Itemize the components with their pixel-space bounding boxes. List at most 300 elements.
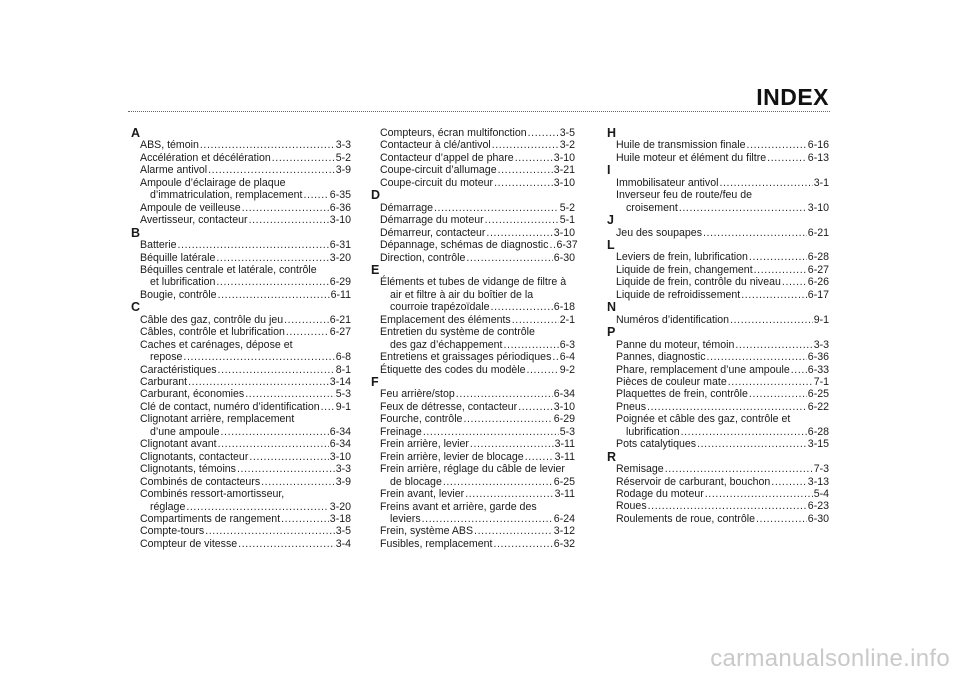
dot-leader (679, 202, 807, 214)
entry-term: Immobilisateur antivol (616, 176, 719, 189)
entry-term: réglage (150, 500, 186, 513)
dot-leader (237, 463, 335, 475)
entry-term: Freinage (380, 425, 422, 438)
entry-page-number: 3-18 (329, 513, 351, 525)
entry-page-number: 6-18 (553, 301, 575, 314)
entry-page-number: 3-9 (335, 475, 351, 488)
index-entry (371, 139, 575, 151)
index-entry (607, 314, 829, 326)
index-entry (371, 177, 575, 189)
index-entry (371, 426, 575, 438)
entry-page-number: 6-30 (807, 512, 829, 525)
dot-leader (456, 388, 553, 400)
index-entry (371, 413, 575, 425)
index-entry-line: Éléments et tubes de vidange de filtre à (380, 276, 567, 289)
entry-page-number: 6-21 (329, 313, 351, 326)
index-entry (607, 463, 829, 475)
dot-leader (242, 202, 329, 214)
entry-page-number: 6-13 (807, 151, 829, 164)
entry-term: Jeu des soupapes (616, 226, 702, 239)
dot-leader (216, 276, 328, 288)
entry-page-number: 5-2 (335, 151, 351, 164)
entry-page-number: 2-1 (559, 313, 575, 326)
section-letter: H (607, 126, 617, 140)
index-entry (131, 463, 351, 475)
section-letter: C (131, 300, 141, 315)
dot-leader (791, 364, 807, 376)
dot-leader (465, 488, 553, 500)
index-column-2 (371, 127, 578, 550)
entry-term: ABS, témoin (140, 139, 199, 152)
entry-page-number: 3-21 (553, 164, 575, 177)
entry-page-number: 8-1 (335, 363, 351, 376)
dot-leader (284, 314, 329, 326)
index-entry (607, 351, 829, 363)
entry-term: Frein arrière, levier de blocage (380, 450, 524, 463)
dot-leader (178, 239, 329, 251)
entry-page-number: 6-17 (807, 288, 829, 301)
entry-term: Coupe-circuit du moteur (380, 176, 494, 189)
section-letter: N (607, 300, 617, 315)
entry-term: Compteurs, écran multifonction (380, 127, 527, 139)
index-entry (131, 351, 351, 363)
index-entry (607, 388, 829, 400)
entry-page-number: 6-28 (807, 251, 829, 264)
index-entry (371, 314, 575, 326)
index-column-1 (131, 127, 351, 550)
entry-term: Compteur de vitesse (140, 537, 238, 550)
index-entry (371, 476, 575, 488)
entry-term: Frein avant, levier (380, 488, 465, 501)
entry-page-number: 6-30 (553, 251, 575, 264)
dot-leader (286, 326, 329, 338)
entry-term: Caractéristiques (140, 363, 217, 376)
dot-leader (186, 501, 328, 513)
dot-leader (200, 139, 335, 151)
index-entry (371, 351, 575, 363)
entry-page-number: 6-22 (807, 400, 829, 413)
dot-leader (466, 252, 552, 264)
entry-page-number: 7-1 (813, 375, 829, 388)
entry-page-number: 6-34 (329, 438, 351, 451)
entry-term: Phare, remplacement d’une ampoule (616, 363, 790, 376)
entry-term: Frein arrière, levier (380, 438, 469, 451)
entry-page-number: 3-10 (553, 226, 575, 239)
index-entry-line: Ampoule d’éclairage de plaque (140, 176, 286, 189)
entry-term: Béquille latérale (140, 251, 216, 264)
dot-leader (492, 139, 559, 151)
dot-leader (782, 276, 807, 288)
entry-term: d’immatriculation, remplacement (150, 189, 303, 202)
index-entry (131, 451, 351, 463)
entry-page-number: 6-28 (807, 425, 829, 438)
dot-leader (463, 413, 552, 425)
entry-page-number: 6-29 (553, 413, 575, 426)
page-title: INDEX (756, 84, 829, 110)
entry-page-number: 6-29 (329, 276, 351, 289)
index-entry (371, 239, 578, 252)
entry-page-number: 3-10 (553, 151, 575, 164)
dot-leader (245, 388, 334, 400)
dot-leader (705, 488, 813, 500)
index-entry (371, 364, 575, 376)
section-letter: I (607, 163, 611, 178)
entry-page-number: 3-2 (559, 139, 575, 152)
index-entry (131, 476, 351, 488)
dot-leader (238, 538, 335, 550)
dot-leader (528, 127, 559, 139)
dot-leader (422, 513, 553, 525)
index-entry-line: Caches et carénages, dépose et (140, 338, 293, 351)
entry-term: Dépannage, schémas de diagnostic (380, 239, 549, 252)
index-column-3 (607, 127, 829, 525)
entry-term: Clé de contact, numéro d’identification (140, 400, 320, 413)
index-entry (607, 364, 829, 376)
index-entry (131, 314, 351, 326)
entry-page-number: 6-16 (807, 139, 829, 152)
index-entry (371, 227, 575, 239)
entry-term: Emplacement des éléments (380, 313, 511, 326)
dot-leader (493, 538, 552, 550)
entry-page-number: 3-5 (559, 127, 575, 139)
index-entry-line: Clignotant arrière, remplacement (140, 413, 295, 426)
entry-page-number: 3-11 (554, 450, 575, 463)
entry-page-number: 3-20 (329, 251, 351, 264)
index-entry (607, 500, 829, 512)
entry-term: Feu arrière/stop (380, 388, 455, 401)
dot-leader (730, 314, 813, 326)
dot-leader (756, 513, 807, 525)
section-letter: P (607, 325, 616, 340)
entry-page-number: 6-24 (553, 513, 575, 525)
entry-term: Compte-tours (140, 525, 205, 538)
dot-leader (470, 438, 554, 450)
entry-term: Liquide de frein, contrôle du niveau (616, 276, 781, 289)
index-entry (371, 488, 575, 500)
dot-leader (218, 438, 329, 450)
entry-term: Accélération et décélération (140, 151, 271, 164)
section-letter: F (371, 375, 379, 390)
dot-leader (221, 426, 329, 438)
entry-page-number: 3-11 (554, 488, 575, 501)
index-entry (131, 513, 351, 525)
index-entry (371, 127, 575, 139)
entry-page-number: 6-11 (330, 288, 351, 301)
index-entry (131, 289, 351, 301)
index-entry-line: Combinés ressort-amortisseur, (140, 488, 285, 501)
entry-page-number: 6-36 (329, 201, 351, 214)
entry-page-number: 5-3 (335, 388, 351, 401)
entry-term: Fourche, contrôle (380, 413, 463, 426)
dot-leader (749, 388, 807, 400)
index-entry (607, 139, 829, 151)
dot-leader (518, 401, 553, 413)
entry-page-number: 6-3 (559, 338, 575, 351)
entry-page-number: 6-36 (807, 351, 829, 364)
entry-page-number: 3-10 (329, 214, 351, 227)
index-entry-line: Freins avant et arrière, garde des (380, 500, 537, 513)
index-entry (371, 388, 575, 400)
dot-leader (552, 351, 558, 363)
dot-leader (261, 476, 335, 488)
entry-page-number: 6-32 (553, 537, 575, 550)
index-entry (607, 289, 829, 301)
entry-page-number: 6-35 (329, 189, 351, 202)
dot-leader (665, 463, 813, 475)
section-letter: E (371, 262, 380, 277)
dot-leader (304, 189, 329, 201)
index-entry (371, 164, 575, 176)
entry-page-number: 6-27 (807, 263, 829, 276)
entry-page-number: 6-25 (553, 475, 575, 488)
entry-term: Coupe-circuit d’allumage (380, 164, 497, 177)
dot-leader (515, 152, 553, 164)
entry-term: Câbles, contrôle et lubrification (140, 326, 285, 339)
index-entry (131, 426, 351, 438)
index-entry (371, 339, 575, 351)
entry-term: courroie trapézoïdale (390, 301, 490, 314)
entry-term: lubrification (626, 425, 680, 438)
index-entry (371, 525, 575, 537)
dot-leader (771, 476, 807, 488)
entry-term: des gaz d’échappement (390, 338, 503, 351)
section-letter: D (371, 188, 381, 203)
dot-leader (491, 301, 553, 313)
dot-leader (208, 164, 335, 176)
entry-term: Batterie (140, 239, 177, 252)
index-entry (607, 376, 829, 388)
entry-page-number: 5-4 (813, 488, 829, 501)
entry-term: Feux de détresse, contacteur (380, 400, 518, 413)
index-entry (371, 513, 575, 525)
index-entry (607, 488, 829, 500)
dot-leader (525, 451, 554, 463)
index-entry (607, 438, 829, 450)
entry-page-number: 7-3 (813, 463, 829, 476)
entry-term: Compartiments de rangement (140, 513, 281, 525)
entry-term: Clignotants, témoins (140, 463, 236, 476)
index-entry (131, 525, 351, 537)
index-entry (131, 239, 351, 251)
entry-page-number: 3-1 (813, 176, 829, 189)
dot-leader (735, 339, 812, 351)
dot-leader (494, 177, 553, 189)
index-entry (131, 376, 351, 388)
entry-term: Rodage du moteur (616, 488, 704, 501)
title-divider (128, 111, 830, 112)
index-entry (131, 189, 351, 201)
dot-leader (647, 401, 807, 413)
index-entry (371, 202, 575, 214)
section-letter: A (131, 126, 141, 140)
dot-leader (216, 252, 328, 264)
entry-page-number: 9-1 (813, 313, 829, 326)
entry-term: Contacteur à clé/antivol (380, 139, 491, 152)
dot-leader (423, 426, 559, 438)
dot-leader (443, 476, 553, 488)
entry-term: Plaquettes de frein, contrôle (616, 388, 748, 401)
index-entry-line: Entretien du système de contrôle (380, 326, 535, 339)
index-entry-line: Frein arrière, réglage du câble de levier (380, 463, 565, 476)
entry-page-number: 6-23 (807, 500, 829, 513)
index-entry (131, 388, 351, 400)
entry-term: Alarme antivol (140, 164, 208, 177)
entry-page-number: 3-10 (807, 201, 829, 214)
dot-leader (434, 202, 559, 214)
dot-leader (754, 264, 807, 276)
entry-page-number: 6-8 (335, 351, 351, 364)
dot-leader (749, 251, 807, 263)
dot-leader (249, 214, 329, 226)
dot-leader (474, 525, 553, 537)
entry-term: Démarrage (380, 201, 433, 214)
dot-leader (485, 214, 559, 226)
entry-page-number: 6-37 (556, 239, 578, 252)
entry-term: Démarrage du moteur (380, 214, 484, 227)
index-entry (607, 227, 829, 239)
entry-term: Numéros d’identification (616, 313, 730, 326)
index-entry (607, 202, 829, 214)
entry-term: Carburant, économies (140, 388, 245, 401)
entry-term: Réservoir de carburant, bouchon (616, 475, 771, 488)
section-letter: J (607, 213, 614, 228)
entry-term: Remisage (616, 463, 664, 476)
index-entry (131, 276, 351, 288)
index-entry (131, 326, 351, 338)
section-letter: R (607, 449, 617, 464)
dot-leader (697, 438, 807, 450)
index-entry (607, 251, 829, 263)
entry-term: Démarreur, contacteur (380, 226, 486, 239)
entry-term: Pannes, diagnostic (616, 351, 706, 364)
entry-term: de blocage (390, 475, 442, 488)
index-entry (607, 476, 829, 488)
entry-term: Panne du moteur, témoin (616, 338, 735, 351)
index-entry (131, 401, 351, 413)
index-entry (607, 152, 829, 164)
dot-leader (747, 139, 807, 151)
entry-term: croisement (626, 201, 678, 214)
entry-term: leviers (390, 513, 421, 525)
entry-page-number: 9-1 (335, 400, 351, 413)
entry-term: Clignotant avant (140, 438, 217, 451)
dot-leader (719, 177, 812, 189)
entry-page-number: 6-31 (329, 239, 351, 252)
entry-term: Huile moteur et élément du filtre (616, 151, 767, 164)
index-entry (131, 214, 351, 226)
dot-leader (272, 152, 335, 164)
entry-term: Direction, contrôle (380, 251, 466, 264)
entry-page-number: 6-27 (329, 326, 351, 339)
entry-term: d’une ampoule (150, 425, 220, 438)
entry-page-number: 3-3 (813, 338, 829, 351)
dot-leader (512, 314, 559, 326)
index-entry (371, 252, 575, 264)
entry-page-number: 9-2 (559, 363, 575, 376)
entry-page-number: 6-34 (329, 425, 351, 438)
entry-term: Contacteur d’appel de phare (380, 151, 514, 164)
index-entry (131, 164, 351, 176)
entry-page-number: 3-14 (329, 376, 351, 389)
index-entry (371, 538, 575, 550)
entry-page-number: 3-10 (553, 400, 575, 413)
dot-leader (741, 289, 807, 301)
index-entry-line: Poignée et câble des gaz, contrôle et (616, 413, 791, 426)
dot-leader (504, 339, 559, 351)
dot-leader (648, 500, 807, 512)
dot-leader (281, 513, 329, 525)
index-entry (371, 152, 575, 164)
index-entry (607, 339, 829, 351)
dot-leader (249, 451, 328, 463)
index-entry (371, 451, 575, 463)
entry-page-number: 3-13 (807, 475, 829, 488)
entry-term: Entretiens et graissages périodiques (380, 351, 552, 364)
entry-page-number: 3-10 (329, 450, 351, 463)
dot-leader (728, 376, 813, 388)
entry-term: Câble des gaz, contrôle du jeu (140, 313, 284, 326)
entry-page-number: 6-34 (553, 388, 575, 401)
entry-page-number: 5-2 (559, 201, 575, 214)
dot-leader (218, 364, 335, 376)
entry-term: Clignotants, contacteur (140, 450, 249, 463)
entry-term: et lubrification (150, 276, 216, 289)
dot-leader (707, 351, 807, 363)
entry-term: Leviers de frein, lubrification (616, 251, 748, 264)
index-entry (131, 438, 351, 450)
entry-page-number: 3-11 (554, 438, 575, 451)
index-entry (371, 438, 575, 450)
index-entry (131, 252, 351, 264)
entry-page-number: 3-5 (335, 525, 351, 538)
index-entry (131, 364, 351, 376)
entry-page-number: 3-10 (553, 176, 575, 189)
dot-leader (205, 525, 335, 537)
dot-leader (498, 164, 553, 176)
entry-page-number: 3-3 (335, 139, 351, 152)
index-entry-line: air et filtre à air du boîtier de la (390, 288, 534, 301)
entry-term: Carburant (140, 376, 188, 389)
entry-term: Roulements de roue, contrôle (616, 512, 755, 525)
entry-page-number: 6-21 (807, 226, 829, 239)
index-entry (607, 177, 829, 189)
section-letter: B (131, 225, 141, 240)
entry-page-number: 3-20 (329, 500, 351, 513)
entry-page-number: 3-12 (553, 525, 575, 538)
dot-leader (549, 239, 555, 251)
section-letter: L (607, 238, 615, 253)
index-entry (371, 401, 575, 413)
entry-term: Étiquette des codes du modèle (380, 363, 526, 376)
entry-page-number: 6-25 (807, 388, 829, 401)
entry-term: Bougie, contrôle (140, 288, 217, 301)
entry-term: Ampoule de veilleuse (140, 201, 241, 214)
dot-leader (703, 227, 807, 239)
entry-page-number: 5-3 (559, 425, 575, 438)
dot-leader (526, 364, 558, 376)
entry-term: Pièces de couleur mate (616, 375, 727, 388)
index-entry-line: Inverseur feu de route/feu de (616, 189, 753, 202)
index-entry (607, 264, 829, 276)
dot-leader (767, 152, 807, 164)
entry-page-number: 6-4 (559, 351, 575, 364)
dot-leader (183, 351, 334, 363)
entry-term: Combinés de contacteurs (140, 475, 261, 488)
dot-leader (681, 426, 807, 438)
entry-term: Huile de transmission finale (616, 139, 746, 152)
index-entry (607, 513, 829, 525)
index-entry (607, 401, 829, 413)
